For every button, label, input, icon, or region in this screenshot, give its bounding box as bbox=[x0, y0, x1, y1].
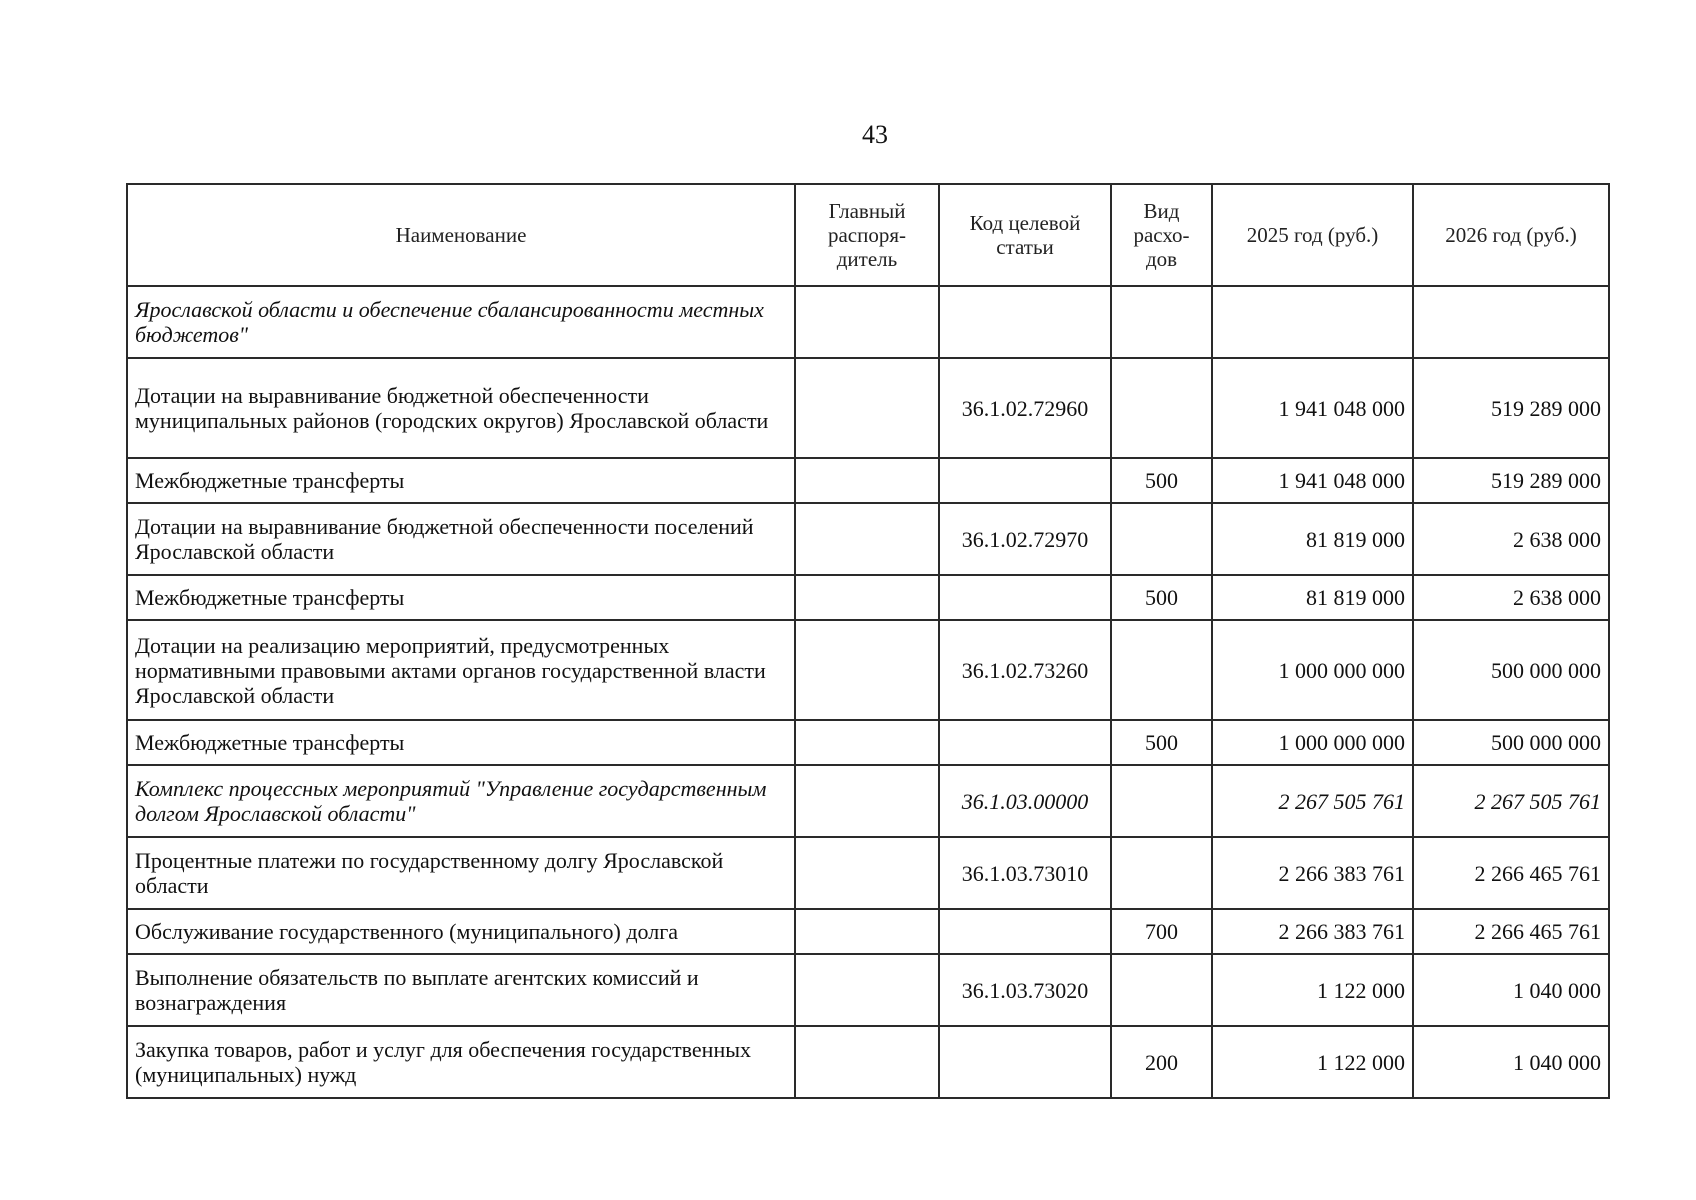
header-admin: Главный распоря-дитель bbox=[795, 184, 939, 286]
row-admin bbox=[795, 458, 939, 503]
row-target-code: 36.1.02.72970 bbox=[939, 503, 1111, 575]
row-target-code bbox=[939, 909, 1111, 954]
row-admin bbox=[795, 503, 939, 575]
row-name: Межбюджетные трансферты bbox=[127, 458, 795, 503]
row-amount-2026: 2 638 000 bbox=[1413, 575, 1609, 620]
row-amount-2026: 519 289 000 bbox=[1413, 358, 1609, 458]
row-expense-kind bbox=[1111, 358, 1212, 458]
row-amount-2026: 2 267 505 761 bbox=[1413, 765, 1609, 837]
row-target-code bbox=[939, 1026, 1111, 1098]
page-number: 43 bbox=[862, 120, 888, 149]
row-target-code bbox=[939, 458, 1111, 503]
table-row bbox=[127, 837, 1609, 909]
row-amount-2026: 1 040 000 bbox=[1413, 954, 1609, 1026]
table-row bbox=[127, 909, 1609, 954]
row-name: Закупка товаров, работ и услуг для обеспечения государственных (муниципальных) нужд bbox=[127, 1026, 795, 1098]
header-code: Код целевой статьи bbox=[939, 184, 1111, 286]
row-amount-2025: 2 266 383 761 bbox=[1212, 909, 1413, 954]
row-target-code bbox=[939, 720, 1111, 765]
table-row bbox=[127, 765, 1609, 837]
row-name: Дотации на выравнивание бюджетной обеспеченности муниципальных районов (городских округов) Ярославской области bbox=[127, 358, 795, 458]
row-target-code: 36.1.02.73260 bbox=[939, 620, 1111, 720]
row-admin bbox=[795, 837, 939, 909]
table-row bbox=[127, 620, 1609, 720]
row-amount-2025: 81 819 000 bbox=[1212, 575, 1413, 620]
row-admin bbox=[795, 575, 939, 620]
row-amount-2025: 1 941 048 000 bbox=[1212, 458, 1413, 503]
row-name: Обслуживание государственного (муниципального) долга bbox=[127, 909, 795, 954]
row-expense-kind bbox=[1111, 837, 1212, 909]
row-name: Комплекс процессных мероприятий "Управление государственным долгом Ярославской области" bbox=[127, 765, 795, 837]
row-amount-2025: 81 819 000 bbox=[1212, 503, 1413, 575]
row-target-code bbox=[939, 286, 1111, 358]
row-admin bbox=[795, 765, 939, 837]
row-name: Дотации на выравнивание бюджетной обеспеченности поселений Ярославской области bbox=[127, 503, 795, 575]
row-amount-2025: 2 267 505 761 bbox=[1212, 765, 1413, 837]
table-row bbox=[127, 954, 1609, 1026]
row-expense-kind: 200 bbox=[1111, 1026, 1212, 1098]
header-name: Наименование bbox=[127, 184, 795, 286]
row-amount-2025: 1 000 000 000 bbox=[1212, 620, 1413, 720]
table-row bbox=[127, 1026, 1609, 1098]
row-amount-2026: 500 000 000 bbox=[1413, 620, 1609, 720]
row-expense-kind bbox=[1111, 286, 1212, 358]
row-expense-kind bbox=[1111, 503, 1212, 575]
row-expense-kind: 500 bbox=[1111, 575, 1212, 620]
row-name: Выполнение обязательств по выплате агентских комиссий и вознаграждения bbox=[127, 954, 795, 1026]
row-admin bbox=[795, 720, 939, 765]
table-row bbox=[127, 458, 1609, 503]
row-amount-2026: 2 638 000 bbox=[1413, 503, 1609, 575]
row-amount-2026 bbox=[1413, 286, 1609, 358]
row-target-code: 36.1.03.00000 bbox=[939, 765, 1111, 837]
row-amount-2025 bbox=[1212, 286, 1413, 358]
row-name: Межбюджетные трансферты bbox=[127, 720, 795, 765]
row-name: Ярославской области и обеспечение сбалансированности местных бюджетов" bbox=[127, 286, 795, 358]
header-kind: Вид расхо-дов bbox=[1111, 184, 1212, 286]
row-amount-2025: 1 122 000 bbox=[1212, 1026, 1413, 1098]
row-amount-2026: 1 040 000 bbox=[1413, 1026, 1609, 1098]
row-expense-kind: 700 bbox=[1111, 909, 1212, 954]
row-admin bbox=[795, 909, 939, 954]
row-target-code: 36.1.03.73020 bbox=[939, 954, 1111, 1026]
table-row bbox=[127, 575, 1609, 620]
row-amount-2025: 1 122 000 bbox=[1212, 954, 1413, 1026]
table-body bbox=[127, 286, 1609, 1098]
header-year-2026: 2026 год (руб.) bbox=[1413, 184, 1609, 286]
row-target-code: 36.1.03.73010 bbox=[939, 837, 1111, 909]
row-amount-2026: 500 000 000 bbox=[1413, 720, 1609, 765]
row-target-code: 36.1.02.72960 bbox=[939, 358, 1111, 458]
row-expense-kind bbox=[1111, 620, 1212, 720]
row-amount-2026: 519 289 000 bbox=[1413, 458, 1609, 503]
table-row bbox=[127, 286, 1609, 358]
table-row bbox=[127, 720, 1609, 765]
table-row bbox=[127, 358, 1609, 458]
row-amount-2025: 2 266 383 761 bbox=[1212, 837, 1413, 909]
row-expense-kind bbox=[1111, 954, 1212, 1026]
row-amount-2026: 2 266 465 761 bbox=[1413, 837, 1609, 909]
row-admin bbox=[795, 620, 939, 720]
row-admin bbox=[795, 358, 939, 458]
row-expense-kind: 500 bbox=[1111, 720, 1212, 765]
row-target-code bbox=[939, 575, 1111, 620]
row-name: Процентные платежи по государственному долгу Ярославской области bbox=[127, 837, 795, 909]
row-admin bbox=[795, 1026, 939, 1098]
row-amount-2026: 2 266 465 761 bbox=[1413, 909, 1609, 954]
row-amount-2025: 1 941 048 000 bbox=[1212, 358, 1413, 458]
row-name: Дотации на реализацию мероприятий, предусмотренных нормативными правовыми актами органов государственной власти Ярославской области bbox=[127, 620, 795, 720]
budget-table bbox=[126, 183, 1610, 1099]
header-year-2025: 2025 год (руб.) bbox=[1212, 184, 1413, 286]
table-header-row bbox=[127, 184, 1609, 286]
row-expense-kind bbox=[1111, 765, 1212, 837]
row-admin bbox=[795, 286, 939, 358]
row-admin bbox=[795, 954, 939, 1026]
row-expense-kind: 500 bbox=[1111, 458, 1212, 503]
table-row bbox=[127, 503, 1609, 575]
row-name: Межбюджетные трансферты bbox=[127, 575, 795, 620]
row-amount-2025: 1 000 000 000 bbox=[1212, 720, 1413, 765]
